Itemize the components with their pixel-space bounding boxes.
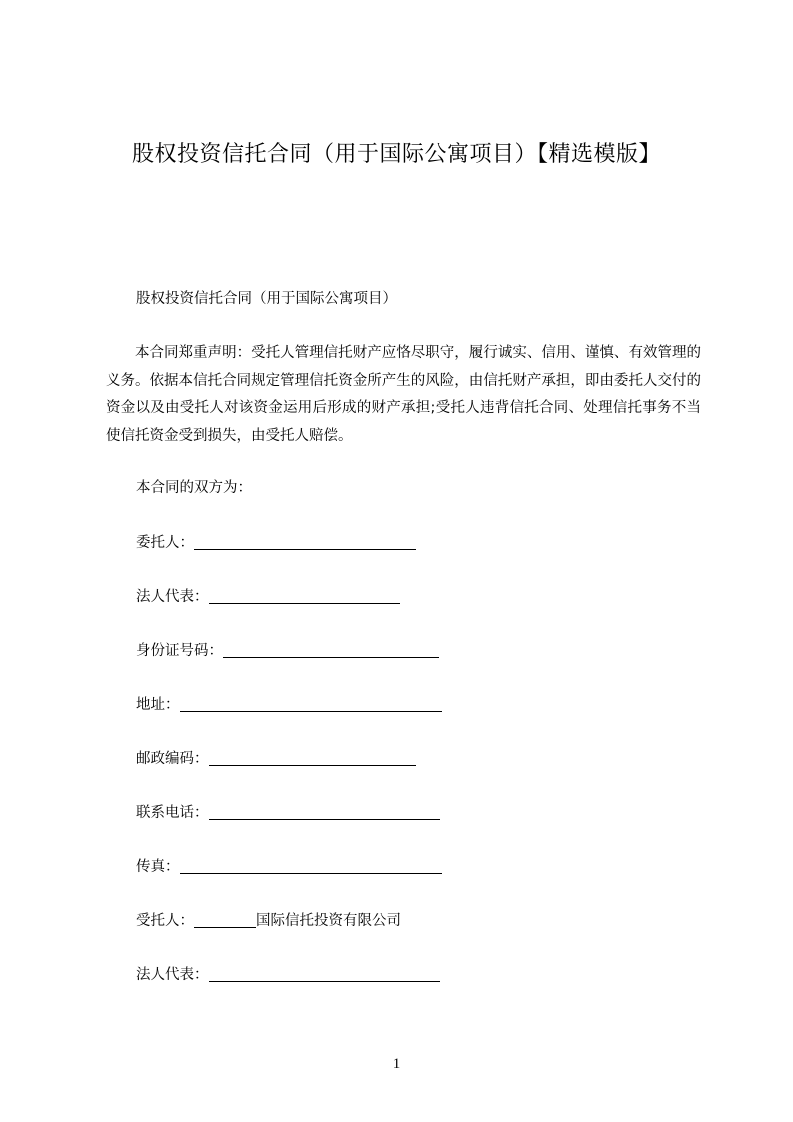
trustee-representative-field <box>136 964 440 986</box>
fax-label: 传真： <box>136 859 180 875</box>
address-blank[interactable] <box>180 694 442 712</box>
phone-label: 联系电话： <box>136 805 209 821</box>
fax-field <box>136 856 442 878</box>
phone-blank[interactable] <box>209 802 440 820</box>
phone-field <box>136 802 440 824</box>
id-number-field <box>136 640 439 662</box>
client-label: 委托人： <box>136 535 194 551</box>
trustee-representative-label: 法人代表： <box>136 967 209 983</box>
postal-code-label: 邮政编码： <box>136 751 209 767</box>
parties-heading: 本合同的双方为： <box>136 480 252 496</box>
client-representative-blank[interactable] <box>209 586 400 604</box>
client-representative-field <box>136 586 400 608</box>
fax-blank[interactable] <box>180 856 442 874</box>
client-representative-label: 法人代表： <box>136 589 209 605</box>
trustee-representative-blank[interactable] <box>209 964 440 982</box>
contract-subtitle: 股权投资信托合同（用于国际公寓项目） <box>136 291 397 307</box>
trustee-blank[interactable] <box>194 910 256 928</box>
trustee-field <box>136 910 401 932</box>
document-title: 股权投资信托合同（用于国际公寓项目）【精选模版】 <box>131 142 661 167</box>
trustee-label: 受托人： <box>136 913 194 929</box>
postal-code-field <box>136 748 416 770</box>
address-field <box>136 694 442 716</box>
id-number-label: 身份证号码： <box>136 643 223 659</box>
contract-intro-paragraph: 本合同郑重声明：受托人管理信托财产应恪尽职守，履行诚实、信用、谨慎、有效管理的义务。依据本信托合同规定管理信托资金所产生的风险，由信托财产承担，即由委托人交付的资金以及由受托人对该资金运用后形成的财产承担;受托人违背信托合同、处理信托事务不当使信托资金受到损失，由受托人赔偿。 <box>106 345 701 444</box>
client-field <box>136 532 416 554</box>
trustee-company-name: 国际信托投资有限公司 <box>256 913 401 929</box>
page-number: 1 <box>392 1056 401 1072</box>
id-number-blank[interactable] <box>223 640 439 658</box>
client-blank[interactable] <box>194 532 416 550</box>
address-label: 地址： <box>136 697 180 713</box>
postal-code-blank[interactable] <box>209 748 416 766</box>
